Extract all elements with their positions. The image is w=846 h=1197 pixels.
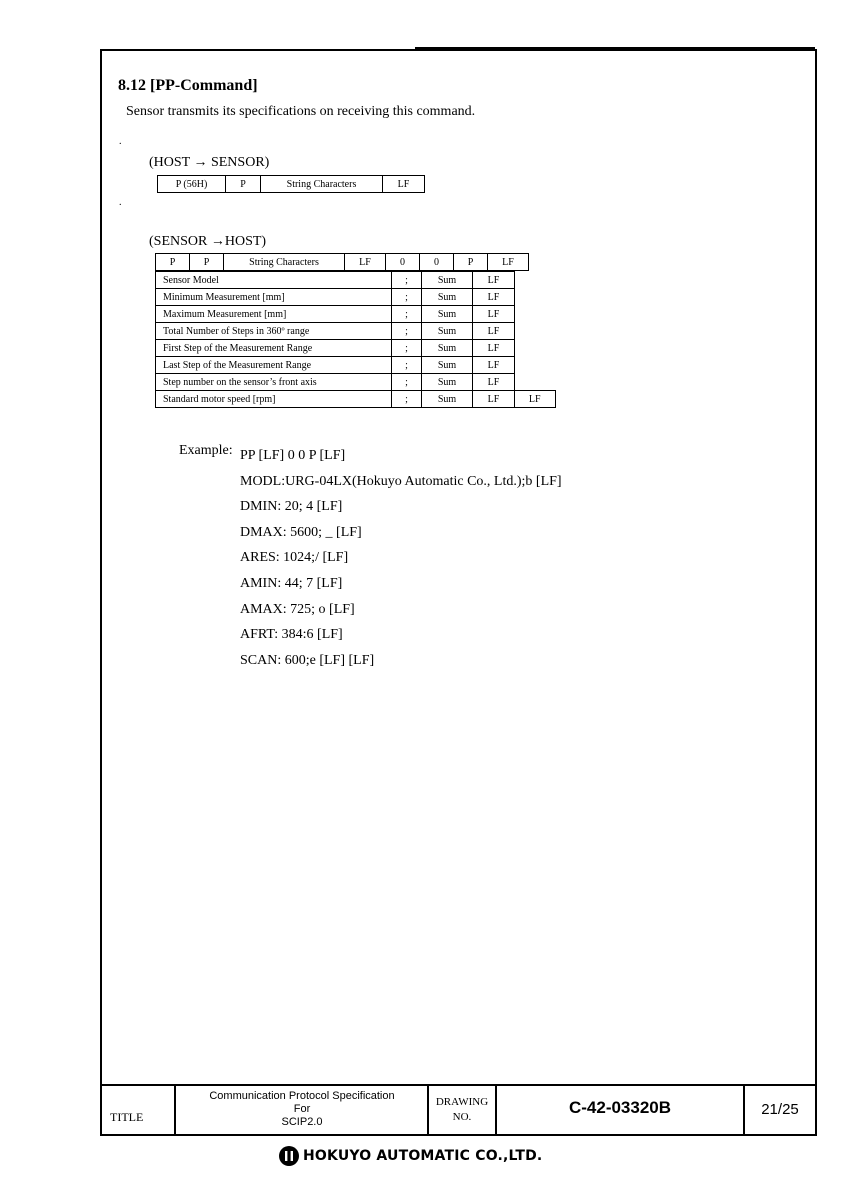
- spec-name: Last Step of the Measurement Range: [156, 357, 392, 374]
- stray-dot: .: [119, 197, 122, 208]
- response-cell: 0: [420, 254, 454, 271]
- table-row: [156, 272, 556, 289]
- response-cell: P: [190, 254, 224, 271]
- table-row: [156, 306, 556, 323]
- example-line: SCAN: 600;e [LF] [LF]: [240, 652, 375, 668]
- spec-sum: Sum: [422, 391, 473, 408]
- spec-sep: ;: [392, 391, 422, 408]
- response-cell: String Characters: [224, 254, 345, 271]
- example-block: [240, 443, 562, 673]
- table-row: [156, 391, 556, 408]
- spec-sum: Sum: [422, 340, 473, 357]
- spec-name: Standard motor speed [rpm]: [156, 391, 392, 408]
- title-block-divider: [100, 1084, 817, 1086]
- spec-sum: Sum: [422, 289, 473, 306]
- sensor-to-host-header-table: [155, 253, 529, 271]
- section-heading: 8.12 [PP-Command]: [118, 77, 258, 94]
- spec-name: First Step of the Measurement Range: [156, 340, 392, 357]
- frame-top-mark: [415, 47, 815, 49]
- spec-sep: ;: [392, 289, 422, 306]
- spec-name: Step number on the sensor’s front axis: [156, 374, 392, 391]
- cmd-cell: LF: [383, 176, 425, 193]
- example-line: AMAX: 725; o [LF]: [240, 601, 355, 617]
- example-line: MODL:URG-04LX(Hokuyo Automatic Co., Ltd.);b [LF]: [240, 473, 562, 489]
- spec-sep: ;: [392, 306, 422, 323]
- table-row: [156, 357, 556, 374]
- spec-lf: LF: [473, 289, 515, 306]
- response-cell: LF: [488, 254, 529, 271]
- example-label: Example:: [179, 443, 233, 458]
- drawing-no-label: DRAWING NO.: [435, 1096, 489, 1123]
- example-line: AMIN: 44; 7 [LF]: [240, 575, 343, 591]
- spec-sum: Sum: [422, 357, 473, 374]
- spec-lf: LF: [473, 391, 515, 408]
- specification-table: [155, 271, 556, 408]
- response-cell: P: [156, 254, 190, 271]
- spec-name: Minimum Measurement [mm]: [156, 289, 392, 306]
- spec-sep: ;: [392, 272, 422, 289]
- spec-sep: ;: [392, 340, 422, 357]
- document-title: Communication Protocol Specification For SCIP2.0: [209, 1090, 395, 1128]
- spec-sep: ;: [392, 323, 422, 340]
- spec-name: Total Number of Steps in 360º range: [156, 323, 392, 340]
- spec-lf: LF: [473, 374, 515, 391]
- sensor-to-host-label: (SENSOR →HOST): [149, 234, 267, 249]
- title-block: [100, 1084, 817, 1136]
- spec-lf: LF: [473, 357, 515, 374]
- spec-name: Maximum Measurement [mm]: [156, 306, 392, 323]
- host-to-sensor-table: [157, 175, 425, 193]
- stray-dot: .: [119, 136, 122, 147]
- company-name: HOKUYO AUTOMATIC CO.,LTD.: [303, 1148, 543, 1164]
- spec-sum: Sum: [422, 374, 473, 391]
- spec-sep: ;: [392, 374, 422, 391]
- response-cell: LF: [345, 254, 386, 271]
- spec-sum: Sum: [422, 323, 473, 340]
- example-line: PP [LF] 0 0 P [LF]: [240, 448, 346, 463]
- spec-lf: LF: [473, 323, 515, 340]
- table-row: [156, 289, 556, 306]
- table-row: [156, 323, 556, 340]
- hokuyo-logo-icon: [279, 1146, 299, 1166]
- host-to-sensor-label: (HOST → SENSOR): [149, 155, 270, 170]
- cmd-cell: P (56H): [158, 176, 226, 193]
- section-intro: Sensor transmits its specifications on receiving this command.: [126, 104, 476, 119]
- cmd-cell: String Characters: [261, 176, 383, 193]
- spec-lf: LF: [473, 340, 515, 357]
- spec-extra-lf: LF: [515, 391, 556, 408]
- spec-sum: Sum: [422, 306, 473, 323]
- title-label: TITLE: [110, 1110, 144, 1124]
- example-line: DMIN: 20; 4 [LF]: [240, 499, 343, 515]
- table-row: [156, 374, 556, 391]
- spec-sep: ;: [392, 357, 422, 374]
- page-number: 21/25: [761, 1101, 799, 1118]
- spec-name: Sensor Model: [156, 272, 392, 289]
- cmd-cell: P: [226, 176, 261, 193]
- example-line: ARES: 1024;/ [LF]: [240, 550, 349, 566]
- spec-lf: LF: [473, 272, 515, 289]
- example-line: AFRT: 384:6 [LF]: [240, 627, 343, 643]
- table-row: [156, 340, 556, 357]
- spec-sum: Sum: [422, 272, 473, 289]
- response-cell: 0: [386, 254, 420, 271]
- company-logo: [279, 1145, 542, 1167]
- response-cell: P: [454, 254, 488, 271]
- drawing-number: C-42-03320B: [568, 1098, 672, 1117]
- example-line: DMAX: 5600; _ [LF]: [240, 524, 362, 540]
- spec-lf: LF: [473, 306, 515, 323]
